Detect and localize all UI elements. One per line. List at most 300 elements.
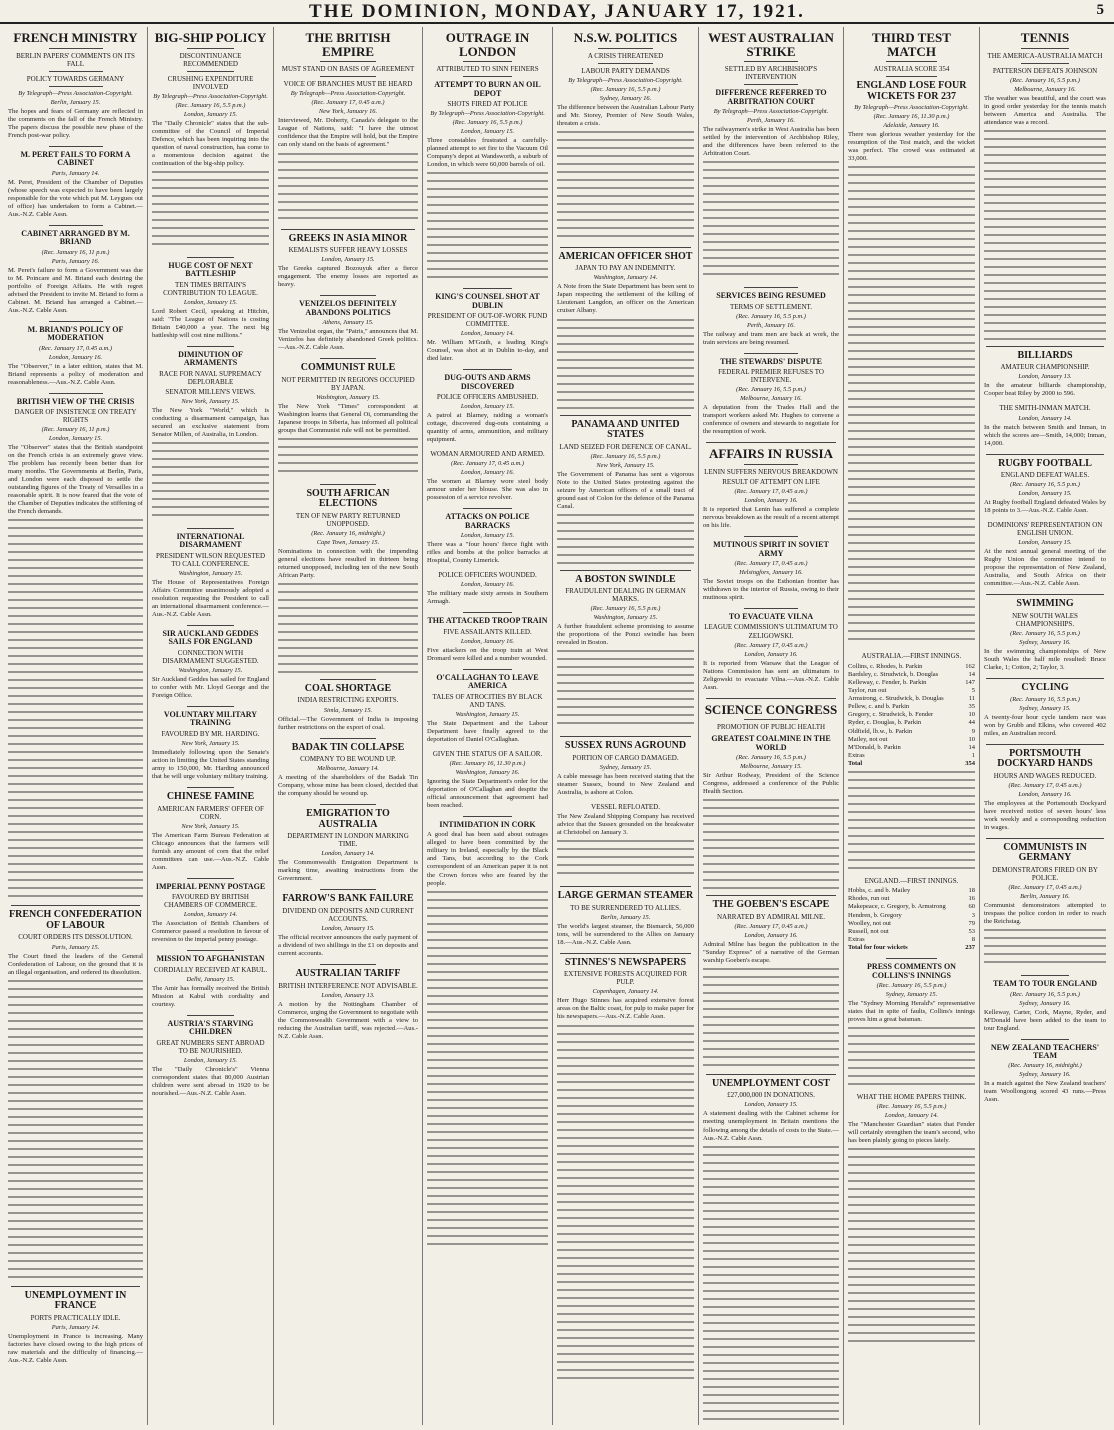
subheadline: GREATEST COALMINE IN THE WORLD: [711, 734, 831, 752]
article-body: The employees at the Portsmouth Dockyard have received notice of seven hours' less work weekly and a corresponding reduction in wages.: [984, 799, 1106, 831]
article-body: A cable message has been received stating that the steamer Sussex, bound to New Zealand and Australia, is ashore at Colon.: [557, 772, 694, 796]
subheadline: INDIA RESTRICTING EXPORTS.: [297, 696, 399, 705]
scorecard-row: [848, 920, 975, 928]
article-body: M. Peret, President of the Chamber of Deputies (whose speech was expected to have been largely responsible for the vote which put M. Leygues out of office) has undertaken to form a Cabinet.—Aus.-N.Z. Cable Assn.: [8, 178, 143, 218]
received-line: (Rec. January 17, 0.45 a.m.): [734, 641, 808, 649]
article-body: The Court fined the leaders of the General Confederation of Labour, on the ground that it is an illegal organisation, and ordered its dissolution.: [8, 952, 143, 976]
article-body: The House of Representatives Foreign Affairs Committee unanimously adopted a resolution requesting the President to call an international disarmament conference.—Aus.-N.Z. Cable Assn.: [152, 578, 269, 619]
received-line: (Rec. January 16, 5.5 p.m.): [1010, 695, 1080, 703]
dateline: Washington, January 15.: [178, 569, 243, 577]
article-science-congress: [703, 703, 839, 890]
body-text-continuation: [278, 153, 418, 223]
subheadline: NOT PERMITTED IN REGIONS OCCUPIED BY JAPAN.: [281, 375, 415, 392]
headline: INTIMIDATION IN CORK: [439, 819, 536, 829]
dateline: New York, January 15.: [181, 739, 240, 747]
scorecard-total: 237: [965, 944, 975, 952]
column-6: [698, 27, 843, 1425]
headline: HUGE COST OF NEXT BATTLESHIP: [168, 261, 253, 279]
article-body: The "Manchester Guardian" states that Fender will certainly strengthen the team's second, who has been plainly going to pieces lately.: [848, 1121, 975, 1145]
batsman-score: 44: [968, 719, 975, 727]
article-vessel-refloated: [557, 803, 694, 880]
article-british-view: [8, 398, 143, 900]
headline: CABINET ARRANGED BY M. BRIAND: [21, 228, 130, 247]
byline: By Telegraph—Press Association-Copyright.: [18, 89, 133, 97]
article-body: Unemployment in France is increasing. Many factories have closed owing to the high prices of raw materials and the difficulty of financing.—Aus.-N.Z. Cable Assn.: [8, 1332, 143, 1364]
article-woman-armoured: [427, 450, 548, 502]
byline: By Telegraph—Press Association-Copyright.: [854, 104, 969, 112]
article-body: A further fraudulent scheme promising to assume the proportions of the Ponzi swindle has been revealed in Boston.: [557, 623, 694, 647]
headline: LARGE GERMAN STEAMER: [557, 890, 694, 902]
headline: WEST AUSTRALIAN STRIKE: [708, 30, 834, 59]
headline: SERVICES BEING RESUMED: [716, 291, 826, 301]
dateline: London, January 15.: [48, 435, 103, 443]
dateline: London, January 15.: [460, 128, 515, 136]
article-body: The Greeks captured Bozouyuk after a fierce engagement. The enemy losses are reported as heavy.: [278, 265, 418, 289]
scorecard-total: 354: [965, 760, 975, 767]
article-kings-counsel: [427, 293, 548, 363]
subheadline: WOMAN ARMOURED AND ARMED.: [430, 450, 545, 459]
headline: MUTINOUS SPIRIT IN SOVIET ARMY: [713, 540, 829, 558]
body-text-continuation: [557, 514, 694, 564]
dateline: Washington, January 14.: [593, 274, 658, 282]
subheadline: ENGLAND LOSE FOUR WICKETS FOR 237: [856, 80, 967, 102]
body-text-continuation: [557, 1025, 694, 1385]
dateline: Perth, January 16.: [747, 321, 795, 329]
article-body: Ignoring the State Department's order for the deportation of O'Callaghan and despite the official announcement that agreement had been reached.: [427, 777, 548, 809]
subheadline: JAPAN TO PAY AN INDEMNITY.: [575, 264, 676, 273]
article-briand-moderation: [8, 326, 143, 387]
batsman-score: 162: [965, 662, 975, 670]
received-line: (Rec. January 17, 0.45 a.m.): [734, 560, 808, 567]
article-badak-tin: [278, 743, 418, 799]
dateline: London, January 16.: [744, 931, 798, 939]
article-body: Sir Arthur Rodway, President of the Science Congress, addressed a conference of the Public Health Section.: [703, 772, 839, 796]
dateline: Washington, January 15.: [455, 710, 520, 718]
dateline: London, January 15.: [183, 298, 238, 306]
article-unemployment-cost: [703, 1079, 839, 1425]
subheadline: HOURS AND WAGES REDUCED.: [993, 771, 1097, 780]
body-text-continuation: [703, 799, 839, 889]
dateline: Melbourne, January 14.: [317, 765, 379, 773]
article-status-sailor: [427, 750, 548, 810]
article-afghanistan: [152, 955, 269, 1009]
scorecard-row: [848, 928, 975, 936]
headline: M. PERET FAILS TO FORM A CABINET: [20, 149, 131, 168]
dateline: London, January 16.: [48, 353, 103, 361]
batsman-name: Extras: [848, 935, 865, 943]
batsman-name: M'Donald, b. Parkin: [848, 743, 901, 751]
received-line: (Rec. January 17, 0.45 a.m.): [451, 460, 524, 468]
article-body: A patrol at Blarney, raiding a woman's cottage, discovered dug-outs containing a quantity of arms, ammunition, and military equipment.: [427, 412, 548, 444]
scorecard-row: [848, 744, 975, 752]
batsman-score: 16: [968, 895, 975, 903]
article-body: A motion by the Nottingham Chamber of Commerce, urging the Government to negotiate with the Commonwealth Government with a view to reducing the Australian tariff, was rejected.—Aus.-N.Z. Cable Assn.: [278, 1000, 418, 1040]
batsman-name: Extras: [848, 751, 865, 759]
article-billiards: [984, 351, 1106, 399]
dateline: London, January 14.: [1018, 414, 1072, 422]
article-body: The official receiver announces the early payment of a dividend of two shillings in the £1 on deposits and current accounts.: [278, 933, 418, 958]
article-team-tour-england: [984, 980, 1106, 1032]
article-body: The difference between the Australian Labour Party and Mr. Storey, Premier of New South Wales, threaten a crisis.: [557, 103, 694, 127]
article-british-empire: [278, 31, 418, 223]
headline: TEAM TO TOUR ENGLAND: [992, 979, 1098, 989]
dateline: London, January 15.: [460, 403, 515, 411]
headline: RUGBY FOOTBALL: [998, 457, 1092, 469]
dateline: Washington, January 15.: [593, 614, 658, 622]
dateline: London, January 14.: [460, 330, 515, 338]
subheadline: TERMS OF SETTLEMENT.: [729, 302, 813, 311]
received-line: (Rec. January 16, 5.5 p.m.): [736, 312, 806, 320]
body-text-continuation: [848, 1148, 975, 1348]
body-text-continuation: [703, 161, 839, 281]
article-panama: [557, 420, 694, 564]
received-line: (Rec. January 16, 11.30 p.m.): [449, 759, 526, 767]
subheadline: POLICE OFFICERS AMBUSHED.: [436, 393, 539, 402]
article-german-steamer: [557, 891, 694, 947]
dateline: Simla, January 15.: [323, 706, 373, 714]
dateline: London, January 14.: [183, 911, 238, 919]
dateline: Sydney, January 16.: [599, 94, 652, 102]
subheadline: TALES OF ATROCITIES BY BLACK AND TANS.: [432, 692, 543, 709]
subheadline: AMATEUR CHAMPIONSHIP.: [1000, 363, 1090, 372]
headline: AMERICAN OFFICER SHOT: [558, 250, 693, 262]
article-press-comments: [848, 963, 975, 1087]
subheadline: DEPARTMENT IN LONDON MARKING TIME.: [287, 832, 409, 849]
received-line: (Rec. January 16, 5.5 p.m.): [175, 101, 246, 109]
article-military-training: [152, 711, 269, 781]
headline: IMPERIAL PENNY POSTAGE: [155, 881, 266, 891]
headline: BADAK TIN COLLAPSE: [291, 741, 405, 753]
scorecard-row: [848, 903, 975, 911]
article-dug-outs: [427, 374, 548, 444]
article-body: Herr Hugo Stinnes has acquired extensive forest areas on the Baltic coast, for pulp to make paper for his newspapers.—Aus.-N.Z. Cable Assn.: [557, 997, 694, 1021]
subheadline: ATTRIBUTED TO SINN FEINERS: [436, 65, 539, 74]
article-body: The Soviet troops on the Esthonian frontier has withdrawn to the interior of Russia, owing to their mutinous spirit.: [703, 578, 839, 602]
body-text-continuation: [984, 130, 1106, 340]
batsman-name: Collins, c. Rhodes, b. Parkin: [848, 662, 923, 670]
subheadline: POLICE OFFICERS WOUNDED.: [438, 571, 537, 580]
headline: STINNES'S NEWSPAPERS: [564, 956, 687, 968]
column-2: [147, 27, 273, 1425]
headline: THE BRITISH EMPIRE: [305, 30, 391, 59]
subheadline: POLICY TOWARDS GERMANY: [26, 74, 125, 83]
headline: INTERNATIONAL DISARMAMENT: [176, 532, 245, 550]
headline: VENIZELOS DEFINITELY ABANDONS POLITICS: [299, 299, 397, 317]
dateline: London, January 15.: [183, 1056, 238, 1064]
headline: DUG-OUTS AND ARMS DISCOVERED: [444, 373, 531, 391]
headline: COMMUNIST RULE: [300, 362, 396, 374]
subheadline: NEW SOUTH WALES CHAMPIONSHIPS.: [1012, 611, 1078, 629]
article-evacuate-vilna: [703, 613, 839, 692]
dateline: Adelaide, January 16.: [883, 122, 940, 130]
column-4: [422, 27, 552, 1425]
article-body: Nominations in connection with the impending general elections have resulted in thirteen being returned unopposed, including ten of the new South African Party.: [278, 547, 418, 579]
received-line: (Rec. January 16, 11 p.m.): [41, 248, 110, 256]
subheadline: £27,000,000 IN DONATIONS.: [727, 1091, 815, 1100]
headline: CYCLING: [1021, 682, 1069, 694]
article-body: Kelleway, Carter, Cork, Mayne, Ryder, and M'Donald have been added to the team to tour England.: [984, 1008, 1106, 1032]
headline: PRESS COMMENTS ON COLLINS'S INNINGS: [867, 962, 956, 980]
subheadline: ATTEMPT TO BURN AN OIL DEPOT: [434, 80, 541, 98]
batsman-name: Oldfield, lb.w., b. Parkin: [848, 727, 913, 735]
article-body: Sir Auckland Geddes has sailed for England to confer with Mr. Lloyd George and the Foreign Office.: [152, 675, 269, 700]
article-services-resumed: [703, 292, 839, 347]
dateline: Washington, January 15.: [316, 393, 380, 401]
article-body: The New York "Times" correspondent at Washington learns that General Oi, commanding the Japanese troops in Siberia, has informed all political groups that Communist rule will not be permitted.: [278, 402, 418, 434]
subheadline: FRAUDULENT DEALING IN GERMAN MARKS.: [565, 587, 686, 604]
dateline: Delhi, January 15.: [186, 975, 235, 983]
article-body: Lord Robert Cecil, speaking at Hitchin, said: "The League of Nations is costing Britain £40,000 a year. The next big battleship will cost nine millions.": [152, 307, 269, 339]
article-tennis: [984, 31, 1106, 340]
article-ocallaghan: [427, 674, 548, 744]
batsman-score: 14: [968, 670, 975, 678]
dateline: New York, January 15.: [181, 822, 240, 830]
article-affairs-russia: [703, 447, 839, 530]
subheadline: PORTION OF CARGO DAMAGED.: [572, 753, 679, 762]
received-line: (Rec. January 16, 11 p.m.): [41, 426, 110, 434]
page-columns: [4, 27, 1110, 1425]
dateline: Sydney, January 15.: [1019, 704, 1071, 712]
page-number: 5: [1096, 2, 1104, 18]
headline: GREEKS IN ASIA MINOR: [288, 232, 408, 244]
dateline: London, January 15.: [460, 532, 515, 540]
subheadline: LENIN SUFFERS NERVOUS BREAKDOWN: [704, 468, 838, 477]
headline: FRENCH MINISTRY: [13, 30, 138, 45]
scorecard-row: [848, 671, 975, 679]
scorecard-row: [848, 912, 975, 920]
dateline: London, January 15.: [744, 1101, 798, 1109]
headline: SOUTH AFRICAN ELECTIONS: [306, 487, 390, 510]
dateline: Paris, January 15.: [51, 943, 100, 951]
article-body: It is reported that Lenin has suffered a complete nervous breakdown as the result of a recent attempt on his life.: [703, 506, 839, 530]
batsman-score: 18: [968, 887, 975, 895]
scorecard-row: [848, 663, 975, 671]
batsman-name: Hobbs, c. and b. Mailey: [848, 887, 911, 895]
headline: BIG-SHIP POLICY: [154, 30, 267, 45]
article-body: The women at Blarney wore steel body armour under her blouse. She was also in possession of a service revolver.: [427, 478, 548, 502]
dateline: Copenhagen, January 14.: [592, 988, 659, 996]
batsman-score: 11: [968, 695, 975, 702]
byline: By Telegraph—Press Association-Copyright.: [290, 90, 406, 98]
article-body: The Association of British Chambers of Commerce passed a resolution in favour of reversion to the imperial penny postage.: [152, 920, 269, 944]
dateline: London, January 16.: [460, 581, 515, 589]
article-emigration: [278, 809, 418, 883]
batsman-name: Russell, not out: [848, 927, 889, 935]
received-line: (Rec. January 16, 5.5 p.m.): [1010, 630, 1080, 638]
scorecard-row: [848, 687, 975, 695]
article-dominions-representation: [984, 521, 1106, 588]
headline: COAL SHORTAGE: [304, 682, 392, 694]
dateline: London, January 15.: [1018, 539, 1072, 547]
headline: FARROW'S BANK FAILURE: [282, 893, 414, 905]
received-line: (Rec. January 16, 5.5 p.m.): [452, 119, 523, 127]
dateline: Paris, January 14.: [51, 1323, 100, 1331]
article-troop-train: [427, 617, 548, 663]
subheadline: PRESIDENT OF OUT-OF-WORK FUND COMMITTEE.: [427, 312, 548, 329]
dateline: Sydney, January 15.: [885, 990, 938, 998]
article-body: At Rugby football England defeated Wales by 18 points to 3.—Aus.-N.Z. Cable Assn.: [984, 499, 1106, 515]
article-body: The "Sydney Morning Herald's" representative states that in spite of faults, Collins's innings proves him a great batsman.: [848, 999, 975, 1024]
subheadline: DANGER OF INSISTENCE ON TREATY RIGHTS: [14, 408, 137, 425]
article-big-ship-policy: [152, 31, 269, 251]
batsman-name: Mailey, not out: [848, 735, 888, 743]
byline: By Telegraph—Press Association-Copyright.: [153, 92, 268, 100]
received-line: (Rec. January 16, 5.5 p.m.): [590, 605, 661, 613]
article-outrage-london: [427, 31, 548, 282]
article-body: M. Peret's failure to form a Government was due to M. Poincare and M. Briand each desiring the portfolio of Foreign Affairs. He with regret advised the President to invite M. Briand to form a Cabinet. M. Briand has arranged a Cabinet.—Aus.-N.Z. Cable Assn.: [8, 266, 143, 314]
batsman-score: 147: [965, 678, 975, 686]
article-body: In the swimming championships of New South Wales the half mile resulted: Bruce Clarke, 1; Cotton, 2; Taylor, 3.: [984, 648, 1106, 672]
batsman-name: Pellew, c. and b. Parkin: [848, 703, 910, 711]
scorecard-row: [848, 703, 975, 711]
subheadline: PRESIDENT WILSON REQUESTED TO CALL CONFERENCE.: [155, 551, 266, 568]
subheadline: LEAGUE COMMISSION'S ULTIMATUM TO ZELIGOWSKI.: [704, 623, 838, 640]
headline: FRENCH CONFEDERATION OF LABOUR: [9, 909, 142, 931]
article-huge-cost: [152, 262, 269, 340]
subheadline: CORDIALLY RECEIVED AT KABUL.: [153, 965, 268, 974]
article-stinnes: [557, 958, 694, 1385]
article-body: The railwaymen's strike in West Australia has been settled by the intervention of Archbishop Riley, and the differences have been referred to the Arbitration Court.: [703, 126, 839, 158]
column-7: [843, 27, 979, 1425]
scorecard-table: [848, 887, 975, 952]
batsman-score: 14: [968, 743, 975, 751]
subheadline: DISCONTINUANCE RECOMMENDED: [179, 51, 242, 68]
dateline: Melbourne, January 16.: [1014, 85, 1076, 93]
article-chinese-famine: [152, 792, 269, 872]
article-body: In the match between Smith and Inman, in which the scores are—Smith, 14,000; Inman, 14,000.: [984, 423, 1106, 447]
scorecard-total-label: Total for four wickets: [848, 944, 908, 952]
dateline: New York, January 16.: [318, 108, 378, 116]
article-body: The New Zealand Shipping Company has received advice that the Sussex grounded on the breakwater at Christobel on January 3.: [557, 813, 694, 837]
article-body: The State Department and the Labour Department have finally agreed to the deportation of Daniel O'Callaghan.: [427, 719, 548, 743]
article-body: A deputation from the Trades Hall and the transport workers asked Mr. Hughes to convene a conference of owners and stewards to negotiate for the resumption of work.: [703, 404, 839, 436]
batsman-name: Kelleway, c. Fender, b. Parkin: [848, 678, 927, 686]
received-line: (Rec. January 17, 0.45 a.m.): [1008, 884, 1082, 892]
body-text-continuation: [703, 968, 839, 1068]
article-body: Mr. William M'Grath, a leading King's Counsel, was shot at in Dublin to-day, and died later.: [427, 339, 548, 363]
article-south-african-elections: [278, 489, 418, 673]
received-line: (Rec. January 16, 5.5 p.m.): [736, 754, 806, 762]
article-body: There was a "four hours' fierce fight with rifles and bombs at the police barracks at Hospital, County Limerick.: [427, 541, 548, 565]
scorecard-row: [848, 711, 975, 719]
body-text-continuation: [848, 1027, 975, 1087]
subheadline: EXTENSIVE FORESTS ACQUIRED FOR PULP.: [563, 970, 688, 987]
article-body: A statement dealing with the Cabinet scheme for meeting unemployment in Britain mentions the following among the details of costs to the State.—Aus.-N.Z. Cable Assn.: [703, 1110, 839, 1142]
dateline: Berlin, January 16.: [1020, 893, 1070, 901]
dateline: London, January 15.: [183, 110, 238, 118]
article-body: The railway and tram men are back at work, the train services are being resumed.: [703, 330, 839, 346]
subheadline: SENATOR MILLEN'S VIEWS.: [165, 387, 256, 396]
article-body: A good deal has been said about outrages alleged to have been committed by the military in Ireland, especially by the Black and Tans, but according to the Cork correspondent of an American paper it is not the Crown forces who are feared by the people.: [427, 831, 548, 887]
dateline: Perth, January 16.: [747, 117, 795, 125]
dateline: London, January 16.: [1018, 790, 1072, 798]
batsman-score: 3: [971, 911, 975, 919]
dateline: Melbourne, January 16.: [740, 395, 802, 403]
article-body: The world's largest steamer, the Bismarck, 56,000 tons, will be surrendered to the Allies on January 18.—Aus.-N.Z. Cable Assn.: [557, 922, 694, 946]
headline: EMIGRATION TO AUSTRALIA: [306, 808, 390, 830]
body-text-continuation: [984, 929, 1106, 969]
article-body: The American Farm Bureau Federation at Chicago announces that the farmers will furnish any amount of corn that the relief committees can use.—Aus.-N.Z. Cable Assn.: [152, 831, 269, 871]
batsman-name: Woolley, not out: [848, 919, 891, 927]
received-line: (Rec. January 17, 0.45 a.m.): [734, 488, 808, 496]
article-rugby: [984, 459, 1106, 516]
subheadline: TEN OF NEW PARTY RETURNED UNOPPOSED.: [295, 511, 401, 528]
headline: AUSTRIA'S STARVING CHILDREN: [167, 1018, 254, 1037]
article-penny-postage: [152, 883, 269, 945]
column-1: [4, 27, 147, 1425]
article-nz-teachers-team: [984, 1044, 1106, 1105]
headline: O'CALLAGHAN TO LEAVE AMERICA: [436, 672, 539, 691]
dateline: Sydney, January 16.: [1019, 1071, 1071, 1079]
article-smith-inman: [984, 404, 1106, 447]
article-soviet-army: [703, 541, 839, 602]
batsman-score: 10: [968, 735, 975, 743]
subheadline: SETTLED BY ARCHBISHOP'S INTERVENTION: [724, 65, 818, 82]
article-body: The "Observer," in a later edition, states that M. Briand represents a policy of moderation and reasonableness.—Aus.-N.Z. Cable Assn.: [8, 362, 143, 386]
received-line: (Rec. January 16, 5.5 p.m.): [1010, 76, 1080, 84]
subheadline: CRUSHING EXPENDITURE INVOLVED: [167, 74, 254, 91]
subheadline: BRITISH INTERFERENCE NOT ADVISABLE.: [278, 981, 418, 990]
batsman-score: 9: [971, 727, 975, 735]
headline: SIR AUCKLAND GEDDES SAILS FOR ENGLAND: [162, 629, 259, 647]
article-american-officer: [557, 252, 694, 409]
article-body: Interviewed, Mr. Doherty, Canada's delegate to the League of Nations, said: "I have the utmost confidence that the Empire will hold, but the Empire can only stand on the basis of agreement.": [278, 117, 418, 149]
dateline: Sydney, January 16.: [1019, 999, 1071, 1007]
subheadline: GIVEN THE STATUS OF A SAILOR.: [432, 749, 543, 758]
scorecard-row: [848, 695, 975, 703]
body-text-continuation: [8, 980, 143, 1280]
dateline: Berlin, January 15.: [50, 98, 101, 106]
headline: SCIENCE CONGRESS: [704, 701, 838, 717]
body-text-continuation: [848, 166, 975, 646]
body-text-continuation: [278, 438, 418, 478]
article-body: At the next annual general meeting of the Rugby Union the committee intend to propose the representation of New Zealand, Australia, and South Africa on their committee.—Aus.-N.Z. Cable Assn.: [984, 548, 1106, 588]
subheadline: PORTS PRACTICALLY IDLE.: [30, 1313, 121, 1322]
received-line: (Rec. January 16, 5.5 p.m.): [876, 981, 947, 989]
dateline: London, January 15.: [1018, 490, 1072, 498]
dateline: Paris, January 14.: [51, 169, 100, 177]
article-body: Five attackers on the troop train at West Dromard were killed and a number wounded.: [427, 646, 548, 662]
received-line: (Rec. January 16, midnight.): [311, 529, 385, 537]
article-venizelos: [278, 300, 418, 352]
subheadline: WHAT THE HOME PAPERS THINK.: [856, 1093, 967, 1102]
dateline: London, January 13.: [321, 991, 375, 999]
scorecard-row: [848, 895, 975, 903]
body-text-continuation: [557, 650, 694, 730]
subheadline: BERLIN PAPERS' COMMENTS ON ITS FALL: [16, 51, 135, 68]
headline: OUTRAGE IN LONDON: [445, 30, 530, 59]
headline: UNEMPLOYMENT IN FRANCE: [24, 1289, 127, 1312]
scorecard-row: [848, 719, 975, 727]
subheadline: THE AMERICA-AUSTRALIA MATCH: [987, 51, 1103, 60]
batsman-score: 8: [971, 935, 975, 943]
headline: M. BRIAND'S POLICY OF MODERATION: [27, 324, 124, 343]
dateline: London, January 16.: [460, 637, 515, 645]
subheadline: AMERICAN FARMERS' OFFER OF CORN.: [157, 804, 264, 821]
body-text-continuation: [8, 519, 143, 899]
dateline: London, January 16.: [744, 650, 798, 658]
subheadline: FAVOURED BY MR. HARDING.: [161, 729, 260, 738]
article-body: The weather was beautiful, and the court was in good order yesterday for the tennis match between America and Australia. The attendance was a record.: [984, 94, 1106, 126]
subheadline: FAVOURED BY BRITISH CHAMBERS OF COMMERCE.: [164, 893, 257, 910]
subheadline: DEMONSTRATORS FIRED ON BY POLICE.: [992, 865, 1098, 882]
subheadline: AUSTRALIA SCORE 354: [873, 65, 950, 74]
article-body: Three constables frustrated a carefully-planned attempt to set fire to the Vacuum Oil Company's depot at Wandsworth, a suburb of London, in which were 60,000 barrels of oil.: [427, 137, 548, 169]
subheadline: TEN TIMES BRITAIN'S CONTRIBUTION TO LEAGUE.: [163, 280, 258, 297]
batsman-score: 79: [968, 919, 975, 927]
dateline: Sydney, January 16.: [1019, 639, 1071, 647]
subheadline: GREAT NUMBERS SENT ABROAD TO BE NOURISHED.: [156, 1038, 265, 1055]
